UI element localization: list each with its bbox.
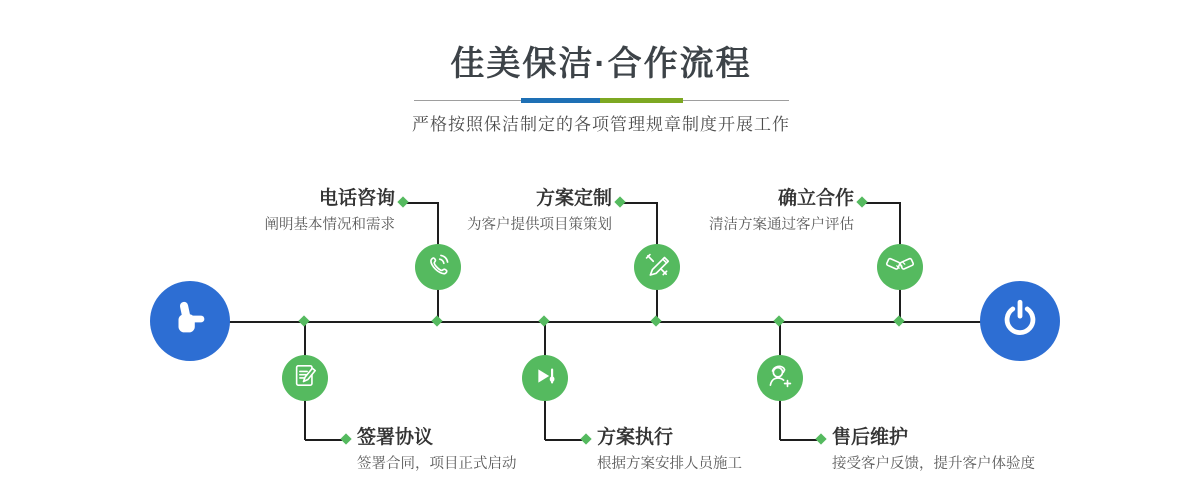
step-title: 售后维护 <box>832 427 909 448</box>
flow-end-node <box>980 281 1060 361</box>
title-divider-accent-green <box>600 98 683 103</box>
label-bullet-diamond <box>614 196 625 207</box>
step-label <box>357 427 517 473</box>
flow-start-node <box>150 281 230 361</box>
step-circle-contract <box>282 355 328 401</box>
timeline-node-diamond <box>650 315 661 326</box>
step-label <box>467 188 612 234</box>
design-pencils-icon <box>642 250 672 285</box>
handshake-icon <box>884 250 916 285</box>
step-circle-support <box>757 355 803 401</box>
phone-call-icon <box>423 250 453 285</box>
step-title: 方案执行 <box>597 427 674 448</box>
label-bullet-diamond <box>397 196 408 207</box>
timeline-node-diamond <box>298 315 309 326</box>
step-circle-design <box>634 244 680 290</box>
step-desc: 根据方案安排人员施工 <box>597 456 742 472</box>
step-desc: 为客户提供项目策策划 <box>467 217 612 233</box>
play-execute-icon <box>530 361 560 396</box>
step-desc: 阐明基本情况和需求 <box>264 217 395 233</box>
step-label <box>265 188 396 234</box>
timeline-node-diamond <box>773 315 784 326</box>
customer-service-add-icon <box>765 361 795 396</box>
connector-line <box>623 202 657 204</box>
timeline-node-diamond <box>538 315 549 326</box>
step-label <box>709 188 854 234</box>
step-title: 电话咨询 <box>318 188 395 209</box>
page-title: 佳美保洁·合作流程 <box>450 45 752 83</box>
step-title: 签署协议 <box>357 427 434 448</box>
step-label <box>832 427 1035 473</box>
step-desc: 清洁方案通过客户评估 <box>709 217 854 233</box>
connector-line <box>305 439 342 441</box>
step-desc: 接受客户反馈，提升客户体验度 <box>832 456 1035 472</box>
connector-line <box>545 439 582 441</box>
connector-line <box>780 439 817 441</box>
title-divider-accent-blue <box>521 98 600 103</box>
connector-line <box>866 202 900 204</box>
label-bullet-diamond <box>815 433 826 444</box>
step-circle-handshake <box>877 244 923 290</box>
timeline-node-diamond <box>431 315 442 326</box>
power-icon <box>997 296 1043 347</box>
timeline-main-line <box>228 321 982 323</box>
step-circle-phone <box>415 244 461 290</box>
label-bullet-diamond <box>340 433 351 444</box>
step-circle-execute <box>522 355 568 401</box>
page-subtitle: 严格按照保洁制定的各项管理规章制度开展工作 <box>412 115 790 134</box>
step-label <box>597 427 742 473</box>
step-desc: 签署合同，项目正式启动 <box>357 456 517 472</box>
contract-signing-icon <box>291 361 320 395</box>
label-bullet-diamond <box>856 196 867 207</box>
connector-line <box>406 202 438 204</box>
step-title: 方案定制 <box>535 188 612 209</box>
timeline-node-diamond <box>893 315 904 326</box>
label-bullet-diamond <box>580 433 591 444</box>
pointing-hand-icon <box>167 296 213 347</box>
step-title: 确立合作 <box>777 188 854 209</box>
